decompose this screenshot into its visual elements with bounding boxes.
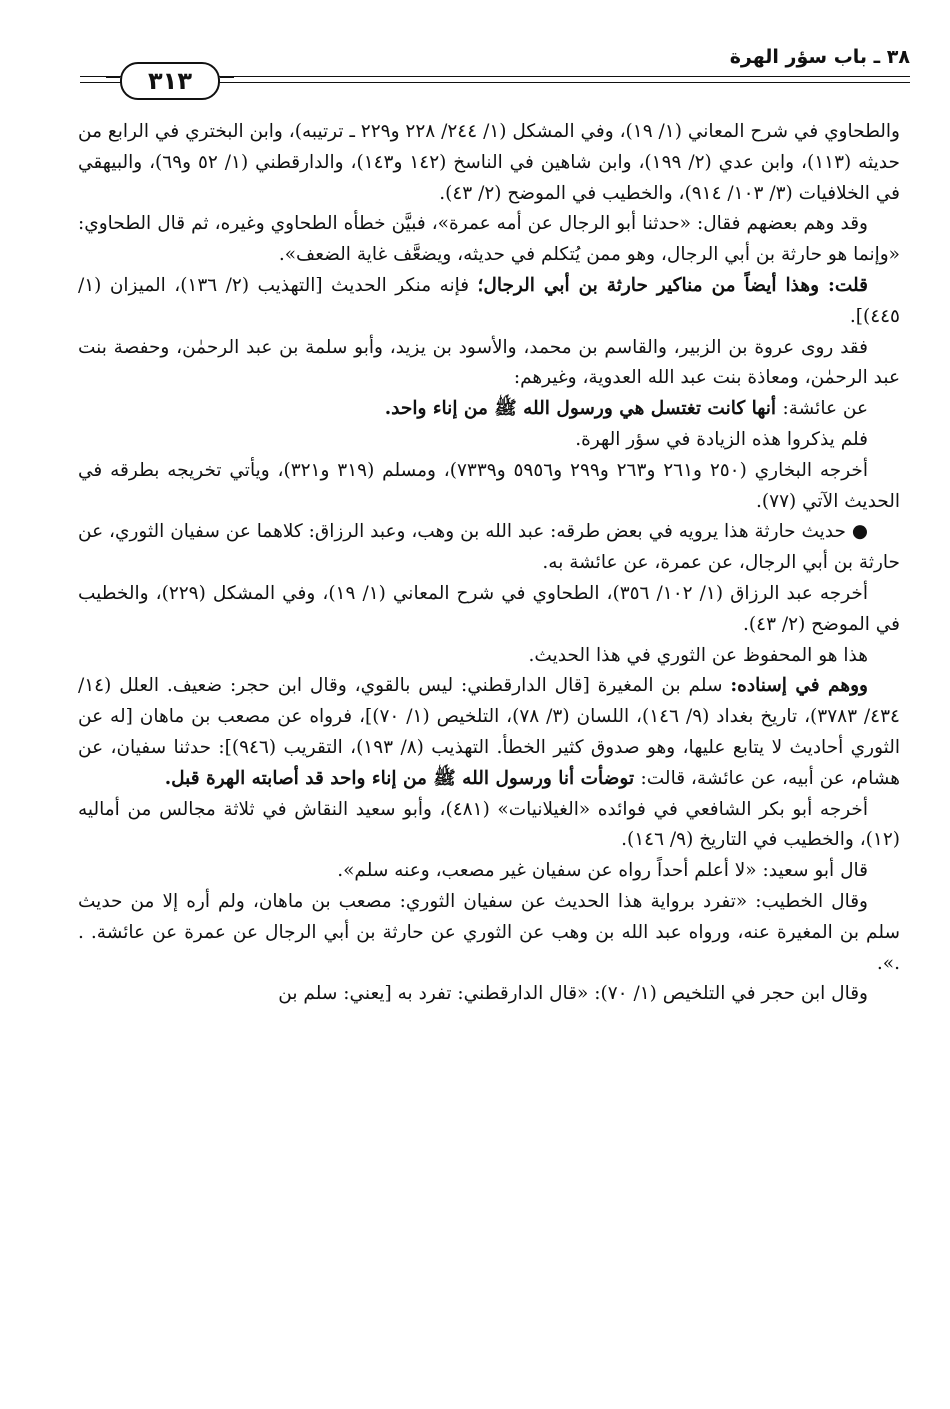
paragraph-text: فقد روى عروة بن الزبير، والقاسم بن محمد، والأسود بن يزيد، وأبو سلمة بن عبد الرحمٰن، وحفصة بنت عبد الرحمٰن، ومعاذة بنت عبد الله العدوية، وغيرهم: bbox=[78, 336, 900, 389]
paragraph bbox=[78, 394, 900, 425]
paragraph-text: وقال ابن حجر في التلخيص (١/ ٧٠): «قال الدارقطني: تفرد به [يعني: سلم بن bbox=[278, 983, 868, 1005]
paragraph-lead: عن عائشة: bbox=[782, 398, 868, 420]
paragraph-text: قال أبو سعيد: «لا أعلم أحداً رواه عن سفيان غير مصعب، وعنه سلم». bbox=[337, 860, 868, 882]
paragraph-text: وقال الخطيب: «تفرد برواية هذا الحديث عن سفيان الثوري: مصعب بن ماهان، ولم أره إلا من حديث سلم بن المغيرة عنه، ورواه عبد الله بن وهب عن الثوري عن حارثة بن أبي الرجال عن عمرة عن عائشة. . .». bbox=[78, 890, 900, 974]
body-text bbox=[78, 117, 900, 1010]
paragraph bbox=[78, 209, 900, 271]
paragraph-text: أخرجه أبو بكر الشافعي في فوائده «الغيلانيات» (٤٨١)، وأبو سعيد النقاش في ثلاثة مجالس من أماليه (١٢)، والخطيب في التاريخ (٩/ ١٤٦). bbox=[78, 798, 900, 851]
paragraph-text: أخرجه البخاري (٢٥٠ و٢٦١ و٢٦٣ و٢٩٩ و٥٩٥٦ و٧٣٣٩)، ومسلم (٣١٩ و٣٢١)، ويأتي تخريجه بطرقه في الحديث الآتي (٧٧). bbox=[78, 459, 900, 512]
paragraph bbox=[78, 856, 900, 887]
paragraph bbox=[78, 671, 900, 794]
paragraph-text: ● حديث حارثة هذا يرويه في بعض طرقه: عبد الله بن وهب، وعبد الرزاق: كلاهما عن سفيان الثوري، عن حارثة بن أبي الرجال، عن عمرة، عن عائشة به. bbox=[78, 521, 900, 574]
paragraph-text: فلم يذكروا هذه الزيادة في سؤر الهرة. bbox=[575, 428, 868, 450]
paragraph bbox=[78, 979, 900, 1010]
paragraph-text: والطحاوي في شرح المعاني (١/ ١٩)، وفي المشكل (١/ ٢٤٤/ ٢٢٨ و٢٢٩ ـ ترتيبه)، وابن البختري في الرابع من حديثه (١١٣)، وابن عدي (٢/ ١٩٩)، وابن شاهين في الناسخ (١٤٢ و١٤٣)، والدارقطني (١/ ٥٢ و٦٩)، والبيهقي في الخلافيات (٣/ ١٠٣/ ٩١٤)، والخطيب في الموضح (٢/ ٤٣). bbox=[78, 121, 900, 204]
paragraph-text: هذا هو المحفوظ عن الثوري في هذا الحديث. bbox=[528, 644, 868, 666]
hadith-text: أنها كانت تغتسل هي ورسول الله ﷺ من إناء واحد. bbox=[384, 398, 783, 420]
paragraph bbox=[78, 425, 900, 456]
page-number-badge: ٣١٣ bbox=[120, 62, 220, 100]
paragraph-lead: ووهم في إسناده: bbox=[730, 675, 868, 697]
paragraph bbox=[78, 641, 900, 672]
paragraph bbox=[78, 795, 900, 857]
paragraph-lead: قلت: وهذا أيضاً من مناكير حارثة بن أبي الرجال؛ bbox=[477, 274, 868, 296]
paragraph bbox=[78, 333, 900, 395]
chapter-title: ٣٨ ـ باب سؤر الهرة bbox=[729, 46, 910, 68]
paragraph bbox=[78, 271, 900, 333]
page-header bbox=[80, 42, 910, 100]
paragraph bbox=[78, 517, 900, 579]
paragraph-text: فإنه منكر الحديث [التهذيب (٢/ ١٣٦)، الميزان (١/ ٤٤٥)]. bbox=[78, 274, 900, 327]
paragraph-text: وقد وهم بعضهم فقال: «حدثنا أبو الرجال عن أمه عمرة»، فبيَّن خطأه الطحاوي وغيره، ثم قال الطحاوي: «وإنما هو حارثة بن أبي الرجال، وهو ممن يُتكلم في حديثه، ويضعَّف غاية الضعف». bbox=[78, 213, 900, 266]
paragraph-text: سلم بن المغيرة [قال الدارقطني: ليس بالقوي، وقال ابن حجر: ضعيف. العلل (١٤/ ٤٣٤/ ٣٧٨٣)، تاريخ بغداد (٩/ ١٤٦)، اللسان (٣/ ٧٨)، التلخيص (١/ ٧٠)]، فرواه عن مصعب بن ماهان [له عن الثوري أحاديث لا يتابع عليها، وهو صدوق كثير الخطأ. التهذيب (٨/ ١٩٣)، التقريب (٩٤٦)]: حدثنا سفيان، عن هشام، عن أبيه، عن عائشة، قالت: bbox=[78, 675, 900, 789]
paragraph bbox=[78, 456, 900, 518]
hadith-text: توضأت أنا ورسول الله ﷺ من إناء واحد قد أصابته الهرة قبل. bbox=[164, 767, 641, 789]
paragraph-text: أخرجه عبد الرزاق (١/ ١٠٢/ ٣٥٦)، الطحاوي في شرح المعاني (١/ ١٩)، وفي المشكل (٢٢٩)، والخطيب في الموضح (٢/ ٤٣). bbox=[78, 582, 900, 635]
paragraph bbox=[78, 887, 900, 979]
paragraph bbox=[78, 579, 900, 641]
paragraph bbox=[78, 117, 900, 209]
